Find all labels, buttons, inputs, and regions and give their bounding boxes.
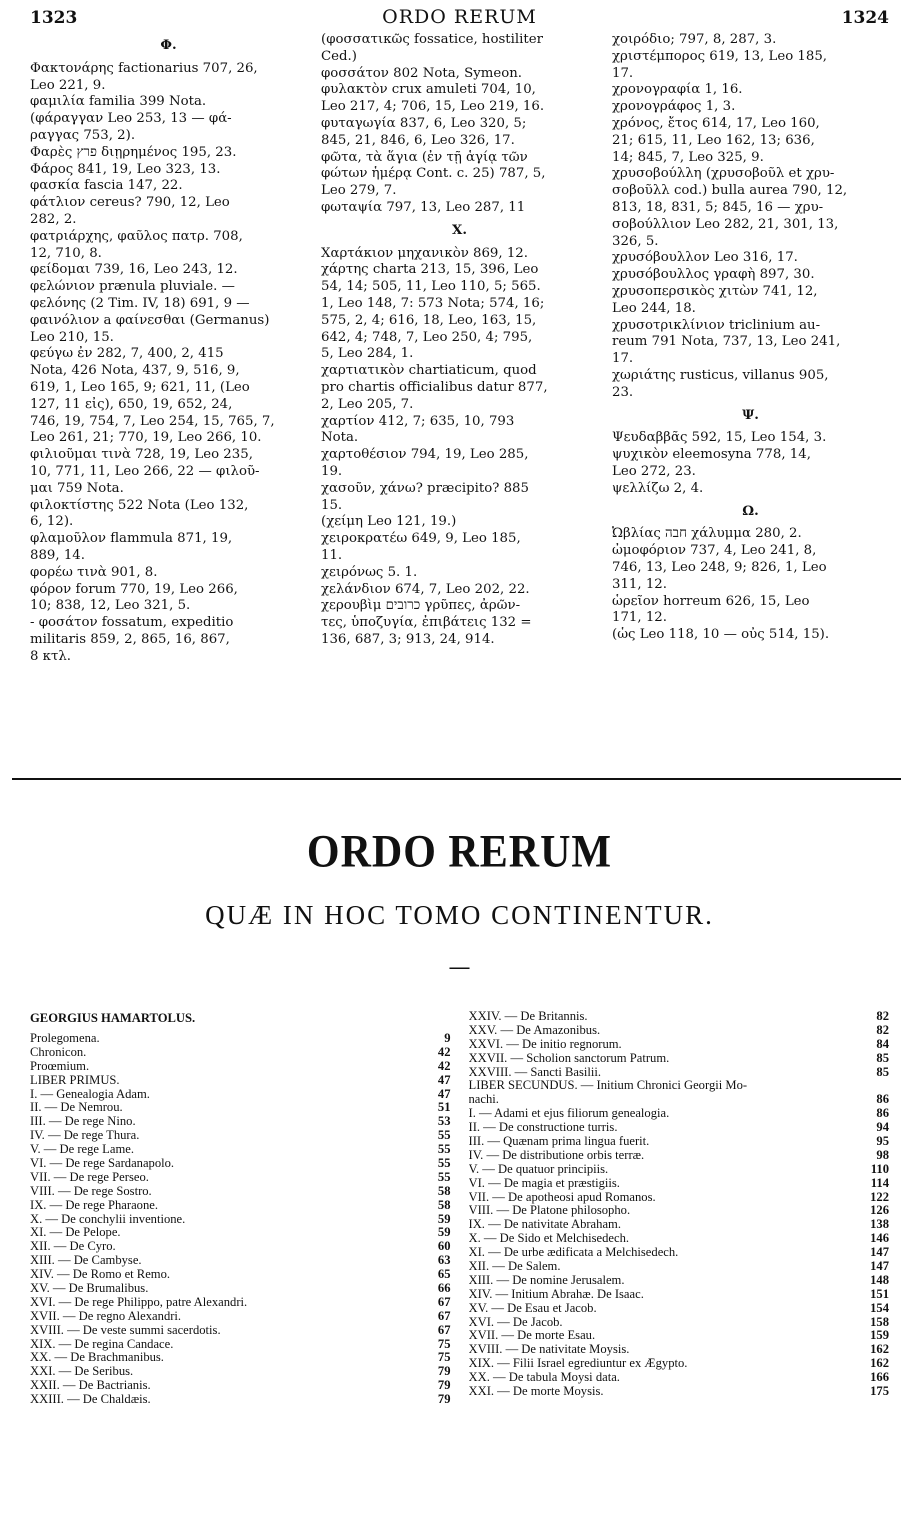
index-entry-line: ψυχικὸν eleemosyna 778, 14, [612,447,811,463]
toc-page-number: 79 [437,1378,451,1393]
index-entry-line: 10, 771, 11, Leo 266, 22 — φιλοῦ- [30,463,260,479]
index-entry-line: χρυσόβουλλον Leo 316, 17. [612,250,798,266]
index-entry-line: 5, Leo 284, 1. [321,346,414,362]
index-entry-line: ραγγας 753, 2). [30,127,136,143]
toc-row [30,1310,451,1324]
toc-row [469,1316,890,1330]
index-entry-line: Φακτονάρης factionarius 707, 26, [30,60,258,76]
toc-entry-label: II. — De Nemrou. [30,1101,123,1115]
index-entry-line: 11. [321,547,343,563]
index-entry-line: (φοσσατικῶς fossatice, hostiliter [321,32,543,47]
index-entry-line: 54, 14; 505, 11, Leo 110, 5; 565. [321,279,541,295]
toc-left-list [30,1032,451,1407]
toc-row [469,1357,890,1371]
toc-entry-label: LIBER PRIMUS. [30,1073,120,1087]
toc-entry-label: XVIII. — De nativitate Moysis. [468,1343,630,1357]
toc-page-number: 79 [437,1392,451,1407]
index-entry-line: χρυσοβούλλη (χρυσοβοῦλ et χρυ- [612,166,835,182]
toc-row [469,1121,890,1135]
toc-page-number: 95 [876,1134,889,1149]
index-entry-line: χειροκρατέω 649, 9, Leo 185, [321,531,521,547]
toc-page-number: 79 [437,1364,451,1379]
index-entry-line: 19. [321,463,343,479]
toc-page-number: 60 [437,1239,451,1254]
index-entry-line: 21; 615, 11, Leo 162, 13; 636, [612,132,815,148]
index-entry-line: 642, 4; 748, 7, Leo 250, 4; 795, [321,329,533,345]
toc-row [30,1060,451,1074]
index-entry-line: Χαρτάκιον μηχανικὸν 869, 12. [321,245,528,261]
index-entry-line: Leo 210, 15. [30,329,114,345]
toc-row [30,1171,451,1185]
index-entry-line: φείδομαι 739, 16, Leo 243, 12. [30,262,238,278]
index-entry-line: Nota, 426 Nota, 437, 9, 516, 9, [30,363,240,379]
toc-entry-label: XXI. — De morte Moysis. [468,1385,604,1399]
toc-page-number: 126 [870,1203,889,1218]
index-entry-line: 746, 13, Leo 248, 9; 826, 1, Leo [612,559,827,575]
index-entry-line: Ὠβλίας חבה χάλυμμα 280, 2. [612,526,802,542]
index-entry-line: φεύγω ἐν 282, 7, 400, 2, 415 [30,346,224,362]
index-letter-heading: X. [452,222,467,238]
toc-page-number: 55 [437,1128,451,1143]
toc-page-number: 175 [870,1384,889,1399]
toc-page-number: 148 [870,1272,889,1287]
toc-page-number: 75 [437,1350,451,1365]
toc-row [469,1024,890,1038]
toc-row [469,1260,890,1274]
toc-row [469,1010,890,1024]
index-entry-line: χρυσοπερσικὸς χιτὼν 741, 12, [612,283,818,299]
toc-entry-label: III. — Quænam prima lingua fuerit. [468,1135,650,1149]
toc-row [469,1177,890,1191]
toc-page-number: 151 [870,1286,889,1301]
toc-row [30,1143,451,1157]
index-column-3 [612,32,889,740]
toc-page-number: 65 [437,1267,451,1282]
title-dash: — [448,955,471,980]
index-column-2 [321,32,598,740]
index-entry-line: φῶτα, τὰ ἅγια (ἐν τῇ ἁγίᾳ τῶν [321,149,528,165]
index-column-1 [30,32,307,740]
toc-row [469,1371,890,1385]
index-entry-line: φώτων ἡμέρᾳ Cont. c. 25) 787, 5, [321,166,546,182]
toc-row [469,1135,890,1149]
index-entry-line: Leo 261, 21; 770, 19, Leo 266, 10. [30,430,262,446]
toc-row [30,1324,451,1338]
toc-entry-label: IX. — De rege Pharaone. [30,1198,158,1212]
table-of-contents [30,1010,889,1407]
toc-page-number: 51 [437,1100,451,1115]
index-entry-line: σοβούλλιον Leo 282, 21, 301, 13, [612,216,839,232]
index-entry-line: φαινόλιον a φαίνεσθαι (Germanus) [30,312,270,328]
index-entry-line: φορέω τινὰ 901, 8. [30,564,158,580]
toc-row [469,1288,890,1302]
toc-row [469,1385,890,1399]
index-entry-line: χριστέμπορος 619, 13, Leo 185, [612,48,828,64]
toc-row [30,1379,451,1393]
toc-entry-label: XIV. — De Romo et Remo. [30,1268,171,1282]
index-entry-line: χωριάτης rusticus, villanus 905, [612,367,829,383]
toc-page-number: 42 [437,1044,451,1059]
toc-entry-label: XVIII. — De veste summi sacerdotis. [30,1323,221,1337]
index-entry-line: φάτλιον cereus? 790, 12, Leo [30,195,230,211]
toc-entry-label: XVII. — De morte Esau. [468,1329,596,1343]
index-entry-line: 575, 2, 4; 616, 18, Leo, 163, 15, [321,312,537,328]
toc-page-number: 158 [870,1314,889,1329]
toc-page-number: 138 [870,1217,889,1232]
index-entry-line: φυλακτὸν crux amuleti 704, 10, [321,82,536,98]
toc-entry-label: XI. — De urbe ædificata a Melchisedech. [468,1246,679,1260]
toc-page-number: 55 [437,1169,451,1184]
index-entry-line: (φάραγγαν Leo 253, 13 — φά- [30,111,232,127]
toc-entry-label: VI. — De magia et præstigiis. [468,1176,620,1190]
toc-page-number: 58 [437,1183,451,1198]
index-entry-line: Leo 244, 18. [612,300,696,316]
index-entry-line: (ὡς Leo 118, 10 — οὖς 514, 15). [612,627,830,643]
toc-entry-label: VIII. — De Platone philosopho. [468,1204,631,1218]
toc-entry-label: Chronicon. [30,1045,87,1059]
toc-row [469,1093,890,1107]
toc-page-number: 47 [437,1072,451,1087]
toc-row [469,1079,890,1093]
toc-entry-label: X. — De Sido et Melchisedech. [468,1232,630,1246]
index-entry-line: 6, 12). [30,514,74,530]
toc-row [30,1185,451,1199]
toc-page-number: 55 [437,1142,451,1157]
index-entry-line: 845, 21, 846, 6, Leo 326, 17. [321,132,515,148]
sub-title: QUÆ IN HOC TOMO CONTINENTUR. [205,900,714,930]
toc-entry-label: VII. — De apotheosi apud Romanos. [468,1190,656,1204]
main-title: ORDO RERUM [306,826,613,878]
index-entry-line: χάρτης charta 213, 15, 396, Leo [321,262,539,278]
index-entry-line: φοσσάτον 802 Nota, Symeon. [321,65,522,81]
index-entry-line: χρόνος, ἔτος 614, 17, Leo 160, [612,115,820,131]
toc-row [469,1107,890,1121]
toc-entry-label: VII. — De rege Perseo. [30,1170,149,1184]
toc-row [30,1240,451,1254]
toc-row [30,1254,451,1268]
toc-entry-label: XVI. — De rege Philippo, patre Alexandri. [30,1295,248,1309]
index-entry-line: χοιρόδιο; 797, 8, 287, 3. [612,32,777,47]
toc-row [30,1393,451,1407]
toc-entry-label: X. — De conchylii inventione. [30,1212,186,1226]
toc-page-number: 110 [870,1161,889,1176]
index-entry-line: ψελλίζω 2, 4. [612,480,704,496]
toc-entry-label: I. — Adami et ejus filiorum genealogia. [468,1107,670,1121]
toc-page-number: 53 [437,1114,451,1129]
index-entry-line: 619, 1, Leo 165, 9; 621, 11, (Leo [30,379,250,395]
toc-left-heading: GEORGIUS HAMARTOLUS. [30,1011,196,1025]
index-entry-line: ὡρεῖον horreum 626, 15, Leo [612,593,810,609]
index-entry-line: 2, Leo 205, 7. [321,396,414,412]
left-page-number: 1323 [30,8,78,28]
index-letter-heading: Φ. [160,38,177,53]
toc-page-number: 84 [876,1036,889,1051]
toc-page-number: 159 [870,1328,889,1343]
toc-page-number: 59 [437,1211,451,1226]
index-entry-line: φατριάρχης, φαῦλος πατρ. 708, [30,228,243,244]
toc-entry-label: IV. — De distributione orbis terræ. [468,1148,645,1162]
toc-right-list [469,1010,890,1399]
toc-entry-label: XXV. — De Amazonibus. [468,1023,601,1037]
index-entry-line: φαμιλία familia 399 Nota. [30,94,207,110]
toc-row [30,1046,451,1060]
toc-page-number: 85 [876,1064,889,1079]
index-entry-line: (χείμη Leo 121, 19.) [321,514,457,530]
toc-row [469,1163,890,1177]
toc-entry-label: XVI. — De Jacob. [468,1315,563,1329]
toc-row [30,1129,451,1143]
toc-row [30,1088,451,1102]
index-entry-line: 23. [612,384,634,400]
toc-entry-label: XIV. — Initium Abrahæ. De Isaac. [468,1287,644,1301]
index-entry-line: 10; 838, 12, Leo 321, 5. [30,598,191,614]
index-entry-line: τες, ὑποζυγία, ἐπιβάτεις 132 = [321,615,532,631]
index-entry-line: χειρόνως 5. 1. [321,564,418,580]
toc-row [30,1101,451,1115]
toc-entry-label: II. — De constructione turris. [468,1121,618,1135]
index-entry-line: σοβοῦλλ cod.) bulla aurea 790, 12, [612,183,848,199]
index-entry-line: χρονογραφία 1, 16. [612,82,743,98]
index-entry-line: Nota. [321,430,359,446]
index-entry-line: χερουβὶμ כרובים γρῦπες, ἀρῶν- [321,598,521,614]
toc-entry-label: IX. — De nativitate Abraham. [468,1218,621,1232]
toc-row [30,1351,451,1365]
toc-row [469,1038,890,1052]
toc-entry-label: XIX. — Filii Israel egrediuntur ex Ægypto. [468,1357,688,1371]
toc-entry-label: XXI. — De Seribus. [30,1365,134,1379]
toc-page-number: 67 [437,1308,451,1323]
toc-row [30,1296,451,1310]
toc-page-number: 166 [870,1370,889,1385]
toc-entry-label: XXII. — De Bactrianis. [30,1379,151,1393]
toc-entry-label: I. — Genealogia Adam. [30,1087,150,1101]
toc-row [30,1074,451,1088]
toc-left-column [30,1010,451,1407]
index-entry-line: χασοῦν, χάνω? præcipito? 885 [321,480,529,496]
toc-entry-label: III. — De rege Nino. [30,1115,136,1129]
index-entry-line: Leo 221, 9. [30,77,106,93]
toc-page-number: 98 [876,1147,889,1162]
index-entry-line: Leo 272, 23. [612,463,696,479]
index-entry-line: - φοσάτον fossatum, expeditio [30,615,234,631]
toc-entry-label: XII. — De Cyro. [30,1240,116,1254]
toc-row [30,1268,451,1282]
toc-page-number: 82 [876,1009,889,1023]
toc-entry-label: V. — De quatuor principiis. [468,1162,609,1176]
toc-page-number: 162 [870,1342,889,1357]
toc-entry-label: XXIII. — De Chaldæis. [30,1393,151,1407]
index-entry-line: 12, 710, 8. [30,245,102,261]
index-entry-line: 746, 19, 754, 7, Leo 254, 15, 765, 7, [30,413,275,429]
toc-page-number: 147 [870,1259,889,1274]
index-letter-heading: Ψ. [742,407,759,423]
toc-entry-label: XXVII. — Scholion sanctorum Patrum. [468,1051,670,1065]
toc-page-number: 86 [876,1106,889,1121]
toc-row [469,1343,890,1357]
index-entry-line: 171, 12. [612,610,667,626]
toc-entry-label: XXIV. — De Britannis. [468,1010,588,1023]
index-entry-line: 282, 2. [30,211,77,227]
page-header [30,6,889,32]
index-entry-line: χρονογράφος 1, 3. [612,99,736,115]
toc-row [469,1204,890,1218]
index-entry-line: φασκία fascia 147, 22. [30,178,183,194]
running-title: ORDO RERUM [382,6,537,28]
index-section [30,32,889,740]
index-entry-line: χαρτοθέσιον 794, 19, Leo 285, [321,447,529,463]
index-entry-line: 15. [321,497,343,513]
index-entry-line: reum 791 Nota, 737, 13, Leo 241, [612,334,841,350]
index-entry-line: μαι 759 Nota. [30,480,124,496]
toc-page-number: 63 [437,1253,451,1268]
toc-page-number: 42 [437,1058,451,1073]
toc-page-number: 122 [870,1189,889,1204]
toc-entry-label: XX. — De Brachmanibus. [30,1351,164,1365]
toc-page-number: 66 [437,1281,451,1296]
index-entry-line: Φαρὲς פרץ διῃρημένος 195, 23. [30,144,237,160]
toc-entry-label: XIX. — De regina Candace. [30,1337,174,1351]
index-entry-line: φελόνης (2 Tim. IV, 18) 691, 9 — [30,295,250,311]
index-entry-line: 127, 11 εἰς), 650, 19, 652, 24, [30,396,233,412]
toc-entry-label: VI. — De rege Sardanapolo. [30,1157,175,1171]
index-entry-line: φελώνιον prænula pluviale. — [30,279,235,295]
toc-entry-label: Prolegomena. [30,1032,100,1045]
toc-row [469,1052,890,1066]
index-letter-heading: Ω. [742,503,759,519]
toc-page-number: 75 [437,1336,451,1351]
toc-page-number: 67 [437,1322,451,1337]
toc-row [469,1149,890,1163]
toc-page-number: 58 [437,1197,451,1212]
toc-page-number: 85 [876,1050,889,1065]
toc-entry-label: XXVIII. — Sancti Basilii. [468,1065,602,1079]
index-entry-line: φιλιοῦμαι τινὰ 728, 19, Leo 235, [30,447,253,463]
toc-entry-label: XIII. — De Cambyse. [30,1254,142,1268]
index-entry-line: χαρτιατικὸν chartiaticum, quod [321,363,537,379]
index-entry-line: 326, 5. [612,233,659,249]
toc-row [30,1226,451,1240]
index-entry-line: 136, 687, 3; 913, 24, 914. [321,631,495,647]
index-entry-line: 14; 845, 7, Leo 325, 9. [612,149,764,165]
toc-entry-label: LIBER SECUNDUS. — Initium Chronici Georgii Mo- [468,1079,748,1093]
toc-row [30,1157,451,1171]
index-entry-line: χρυσοτρικλίνιον triclinium au- [612,317,821,333]
index-entry-line: 8 κτλ. [30,648,72,664]
index-entry-line: 311, 12. [612,576,667,592]
toc-row [469,1246,890,1260]
section-divider [12,778,901,780]
index-entry-line: 17. [612,351,634,367]
toc-entry-label: V. — De rege Lame. [30,1143,134,1157]
right-page-number: 1324 [841,8,889,28]
toc-page-number: 86 [876,1092,889,1107]
toc-row [30,1365,451,1379]
toc-entry-label: XXVI. — De initio regnorum. [468,1037,622,1051]
toc-row [469,1218,890,1232]
toc-page-number: 9 [444,1031,451,1045]
index-entry-line: 889, 14. [30,547,85,563]
index-entry-line: Leo 217, 4; 706, 15, Leo 219, 16. [321,99,545,115]
toc-entry-label: XV. — De Esau et Jacob. [468,1301,597,1315]
toc-entry-label: XV. — De Brumalibus. [30,1282,149,1296]
toc-row [30,1199,451,1213]
toc-row [30,1213,451,1227]
toc-page-number: 147 [870,1245,889,1260]
toc-row [30,1032,451,1046]
toc-row [469,1191,890,1205]
toc-row [469,1066,890,1080]
toc-row [469,1329,890,1343]
toc-row [30,1338,451,1352]
index-entry-line: φόρον forum 770, 19, Leo 266, [30,581,238,597]
toc-page-number: 82 [876,1022,889,1037]
toc-row [469,1302,890,1316]
toc-page-number: 67 [437,1294,451,1309]
toc-entry-label: XVII. — De regno Alexandri. [30,1309,182,1323]
index-entry-line: 813, 18, 831, 5; 845, 16 — χρυ- [612,199,824,215]
toc-entry-label: XIII. — De nomine Jerusalem. [468,1273,625,1287]
index-entry-line: Ψευδαββᾶς 592, 15, Leo 154, 3. [612,430,827,446]
toc-entry-label: XI. — De Pelope. [30,1226,121,1240]
toc-entry-label: IV. — De rege Thura. [30,1129,140,1143]
toc-right-column [469,1010,890,1407]
toc-page-number [883,1079,889,1093]
toc-entry-label: Proœmium. [30,1059,90,1073]
index-entry-line: Φάρος 841, 19, Leo 323, 13. [30,161,221,177]
index-entry-line: φιλοκτίστης 522 Nota (Leo 132, [30,497,249,513]
toc-page-number: 154 [870,1300,889,1315]
index-entry-line: χελάνδιον 674, 7, Leo 202, 22. [321,581,530,597]
index-entry-line: φωταψία 797, 13, Leo 287, 11 [321,199,526,215]
toc-entry-label: nachi. [468,1093,499,1107]
index-entry-line: 1, Leo 148, 7: 573 Nota; 574, 16; [321,295,545,311]
toc-page-number: 59 [437,1225,451,1240]
index-entry-line: militaris 859, 2, 865, 16, 867, [30,631,230,647]
index-entry-line: Ced.) [321,48,357,64]
toc-page-number: 146 [870,1231,889,1246]
index-entry-line: ὠμοφόριον 737, 4, Leo 241, 8, [612,543,817,559]
toc-page-number: 47 [437,1086,451,1101]
index-entry-line: Leo 279, 7. [321,183,397,199]
index-entry-line: χρυσόβουλλος γραφὴ 897, 30. [612,267,815,283]
toc-page-number: 114 [870,1175,889,1190]
toc-row [469,1232,890,1246]
toc-entry-label: XX. — De tabula Moysi data. [468,1371,620,1385]
toc-row [469,1274,890,1288]
index-entry-line: φυταγωγία 837, 6, Leo 320, 5; [321,115,527,131]
toc-entry-label: XII. — De Salem. [468,1260,561,1274]
toc-page-number: 55 [437,1156,451,1171]
index-entry-line: 17. [612,65,634,81]
toc-row [30,1115,451,1129]
toc-entry-label: VIII. — De rege Sostro. [30,1184,152,1198]
toc-row [30,1282,451,1296]
toc-page-number: 94 [876,1120,889,1135]
toc-page-number: 162 [870,1356,889,1371]
index-entry-line: φλαμοῦλον flammula 871, 19, [30,531,233,547]
index-entry-line: pro chartis officialibus datur 877, [321,379,548,395]
index-entry-line: χαρτίον 412, 7; 635, 10, 793 [321,413,515,429]
